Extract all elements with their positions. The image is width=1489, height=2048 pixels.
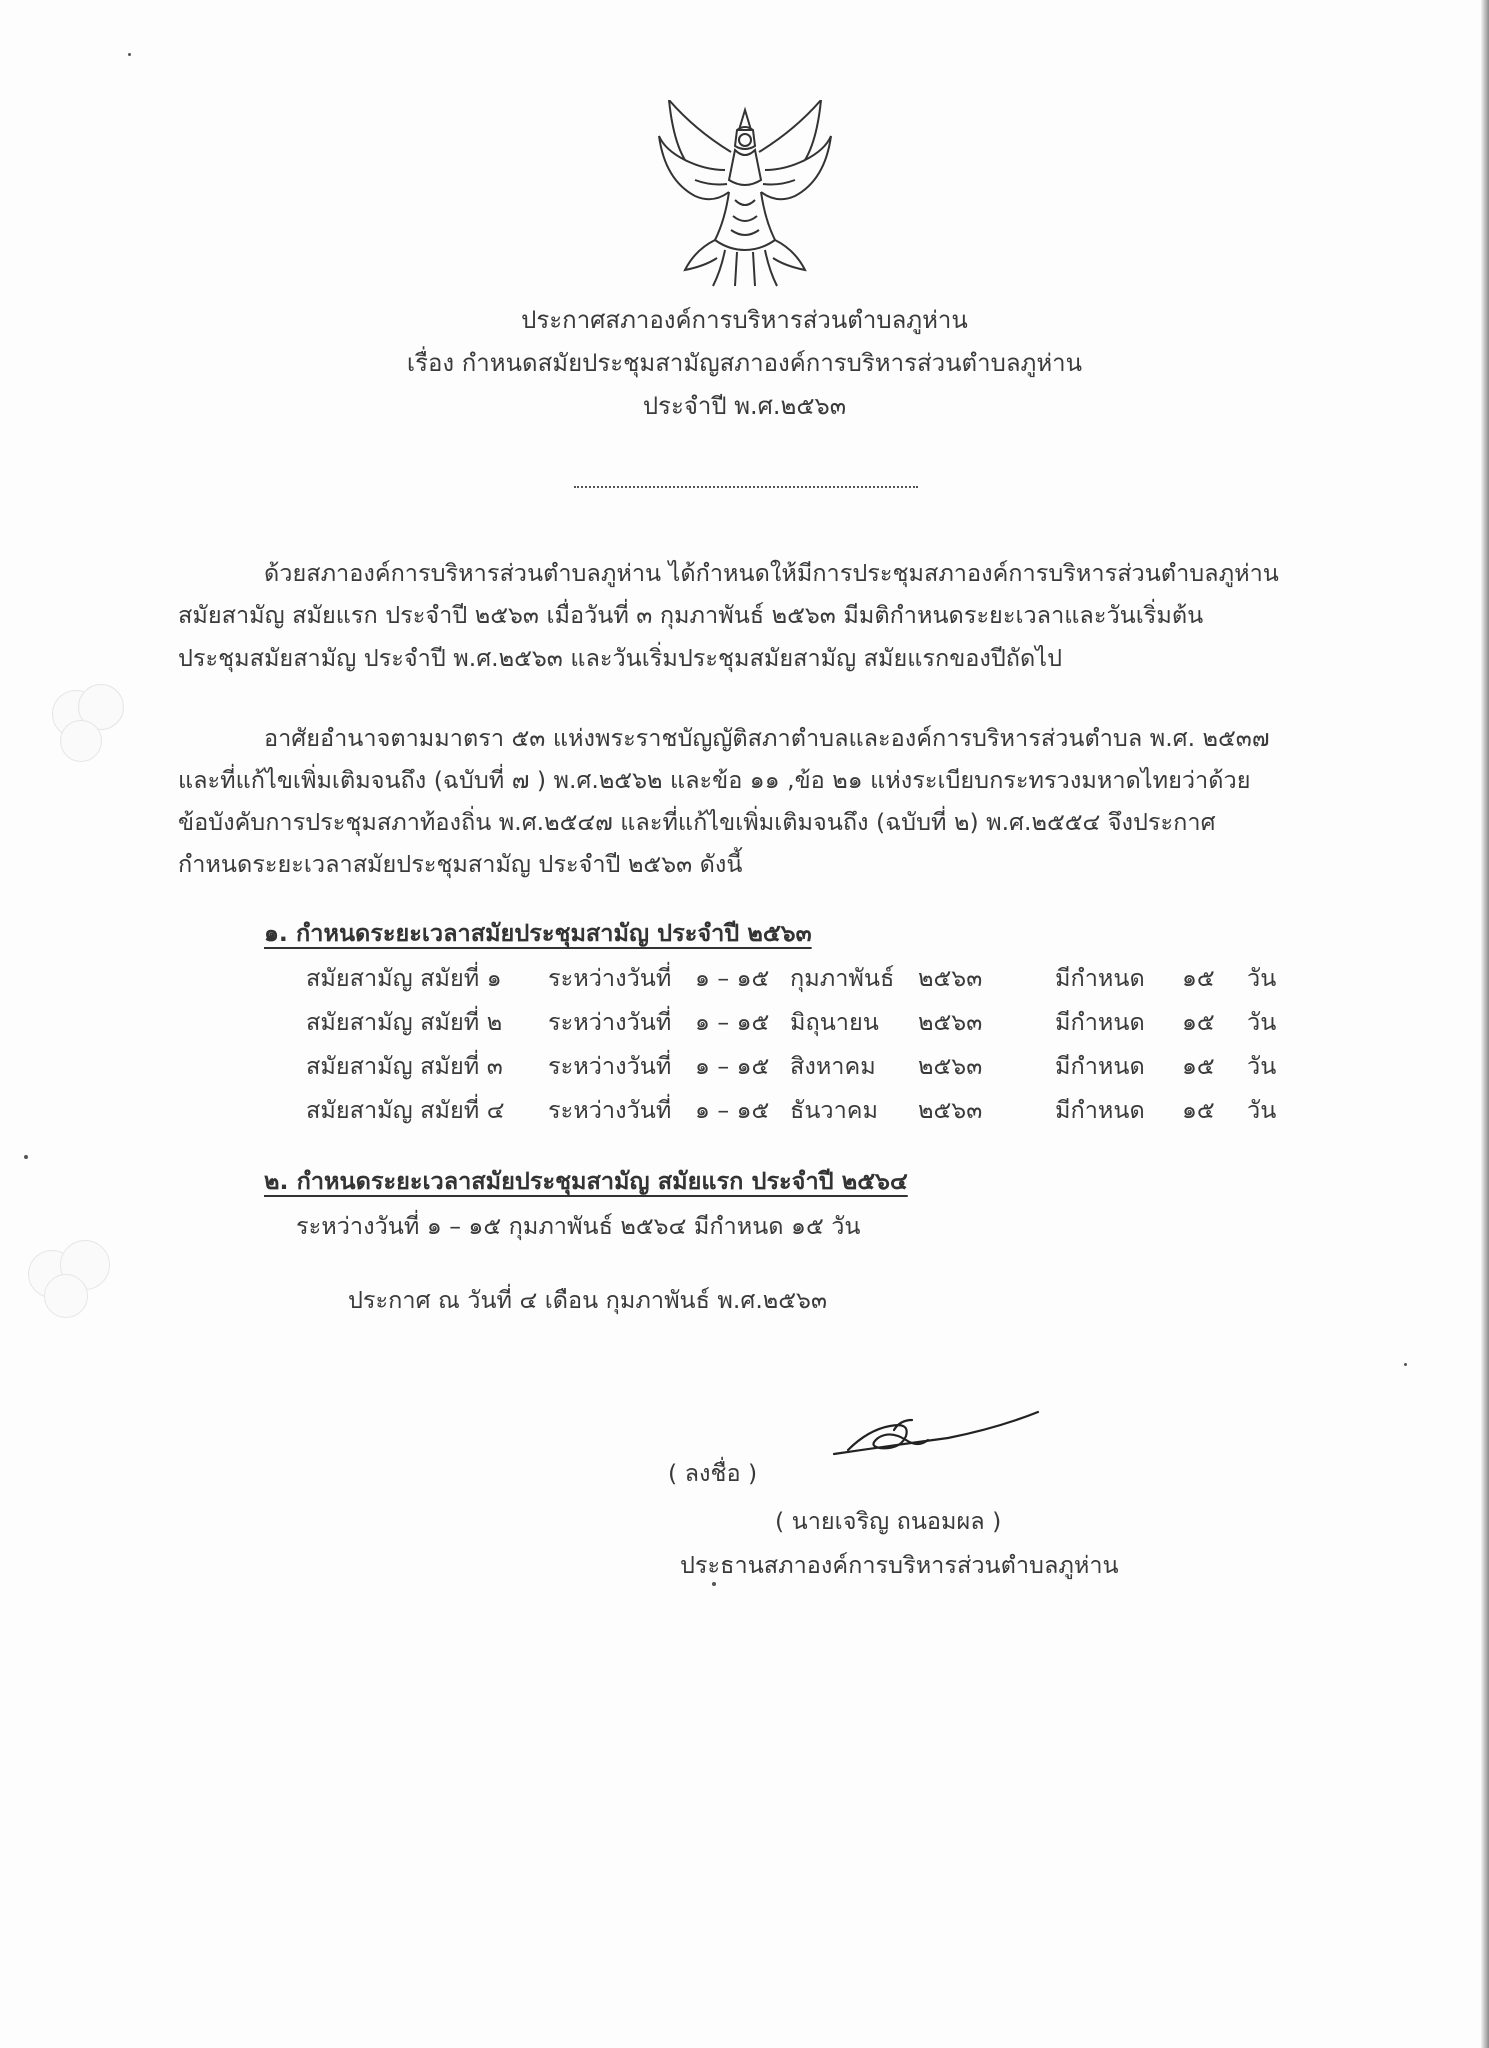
session-days: ๑๕ <box>1182 1008 1215 1036</box>
session-between: ระหว่างวันที่ <box>548 1052 672 1080</box>
session-year: ๒๕๖๓ <box>918 1052 983 1080</box>
session-unit: วัน <box>1247 1052 1277 1080</box>
session-days: ๑๕ <box>1182 1052 1215 1080</box>
session-month: ธันวาคม <box>790 1096 879 1124</box>
punch-hole <box>60 720 102 762</box>
session-duration-label: มีกำหนด <box>1055 1096 1145 1124</box>
scan-speck <box>128 53 131 56</box>
scan-speck <box>24 1155 28 1159</box>
paragraph-2-line: กำหนดระยะเวลาสมัยประชุมสามัญ ประจำปี ๒๕๖๓ ดังนี้ <box>178 850 743 878</box>
session-month: กุมภาพันธ์ <box>790 964 895 992</box>
session-between: ระหว่างวันที่ <box>548 1096 672 1124</box>
session-range: ๑ – ๑๕ <box>695 1096 770 1124</box>
announcement-subject: เรื่อง กำหนดสมัยประชุมสามัญสภาองค์การบริหารส่วนตำบลภูห่าน <box>406 349 1083 377</box>
dotted-separator <box>574 486 918 488</box>
session-year: ๒๕๖๓ <box>918 964 983 992</box>
session-days: ๑๕ <box>1182 1096 1215 1124</box>
session-year: ๒๕๖๓ <box>918 1096 983 1124</box>
announcement-date: ประกาศ ณ วันที่ ๔ เดือน กุมภาพันธ์ พ.ศ.๒๕๖๓ <box>348 1286 828 1314</box>
section-1-heading: ๑. กำหนดระยะเวลาสมัยประชุมสามัญ ประจำปี ๒๕๖๓ <box>264 919 812 947</box>
session-range: ๑ – ๑๕ <box>695 1052 770 1080</box>
section-2-heading: ๒. กำหนดระยะเวลาสมัยประชุมสามัญ สมัยแรก ประจำปี ๒๕๖๔ <box>264 1167 908 1195</box>
session-name: สมัยสามัญ สมัยที่ ๔ <box>306 1096 505 1124</box>
session-year: ๒๕๖๓ <box>918 1008 983 1036</box>
session-month: สิงหาคม <box>790 1052 876 1080</box>
garuda-emblem-icon <box>655 100 835 290</box>
session-name: สมัยสามัญ สมัยที่ ๓ <box>306 1052 503 1080</box>
paragraph-1-line: ประชุมสมัยสามัญ ประจำปี พ.ศ.๒๕๖๓ และวันเริ่มประชุมสมัยสามัญ สมัยแรกของปีถัดไป <box>178 644 1063 672</box>
session-name: สมัยสามัญ สมัยที่ ๒ <box>306 1008 503 1036</box>
scan-speck <box>712 1582 716 1586</box>
paragraph-2-line: อาศัยอำนาจตามมาตรา ๕๓ แห่งพระราชบัญญัติสภาตำบลและองค์การบริหารส่วนตำบล พ.ศ. ๒๕๓๗ <box>264 724 1270 752</box>
signer-name: ( นายเจริญ ถนอมผล ) <box>775 1507 1002 1535</box>
session-unit: วัน <box>1247 1008 1277 1036</box>
paragraph-2-line: และที่แก้ไขเพิ่มเติมจนถึง (ฉบับที่ ๗ ) พ.ศ.๒๕๖๒ และข้อ ๑๑ ,ข้อ ๒๑ แห่งระเบียบกระทรวงมหาดไทยว่าด้วย <box>178 766 1251 794</box>
session-between: ระหว่างวันที่ <box>548 1008 672 1036</box>
session-duration-label: มีกำหนด <box>1055 1052 1145 1080</box>
session-unit: วัน <box>1247 1096 1277 1124</box>
paragraph-2-line: ข้อบังคับการประชุมสภาท้องถิ่น พ.ศ.๒๕๔๗ และที่แก้ไขเพิ่มเติมจนถึง (ฉบับที่ ๒) พ.ศ.๒๕๕๔ จึงประกาศ <box>178 808 1216 836</box>
session-duration-label: มีกำหนด <box>1055 1008 1145 1036</box>
session-name: สมัยสามัญ สมัยที่ ๑ <box>306 964 502 992</box>
section-2-detail: ระหว่างวันที่ ๑ – ๑๕ กุมภาพันธ์ ๒๕๖๔ มีกำหนด ๑๕ วัน <box>296 1212 861 1240</box>
session-days: ๑๕ <box>1182 964 1215 992</box>
session-unit: วัน <box>1247 964 1277 992</box>
session-duration-label: มีกำหนด <box>1055 964 1145 992</box>
session-range: ๑ – ๑๕ <box>695 964 770 992</box>
signer-position: ประธานสภาองค์การบริหารส่วนตำบลภูห่าน <box>680 1551 1119 1579</box>
punch-hole <box>44 1274 88 1318</box>
announcement-year: ประจำปี พ.ศ.๒๕๖๓ <box>642 392 847 420</box>
paragraph-1-line: ด้วยสภาองค์การบริหารส่วนตำบลภูห่าน ได้กำหนดให้มีการประชุมสภาองค์การบริหารส่วนตำบลภูห่าน <box>264 559 1279 587</box>
announcement-title: ประกาศสภาองค์การบริหารส่วนตำบลภูห่าน <box>521 306 968 334</box>
session-month: มิถุนายน <box>790 1008 879 1036</box>
signed-label: ( ลงชื่อ ) <box>668 1459 758 1487</box>
paragraph-1-line: สมัยสามัญ สมัยแรก ประจำปี ๒๕๖๓ เมื่อวันที่ ๓ กุมภาพันธ์ ๒๕๖๓ มีมติกำหนดระยะเวลาและวันเริ่มต้น <box>178 601 1204 629</box>
session-range: ๑ – ๑๕ <box>695 1008 770 1036</box>
scan-speck <box>1404 1363 1407 1366</box>
handwritten-signature-icon <box>828 1400 1048 1470</box>
session-between: ระหว่างวันที่ <box>548 964 672 992</box>
